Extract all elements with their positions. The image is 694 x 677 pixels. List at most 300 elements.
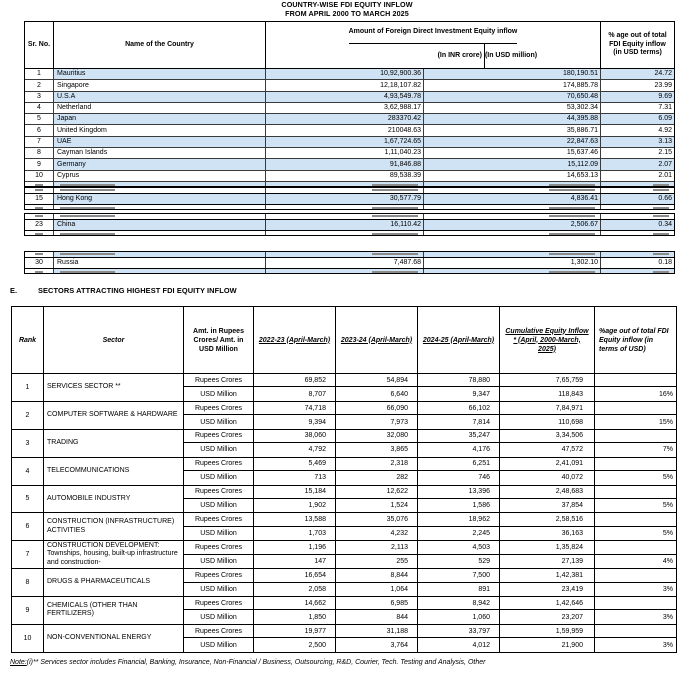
value-rupees: 74,718: [254, 402, 336, 415]
table1-row: [25, 148, 674, 159]
sector-rank: 5: [12, 486, 44, 513]
table1-cut-cell: [54, 182, 266, 186]
pct-empty: [595, 625, 676, 638]
unit-label-rupees: Rupees Crores: [184, 486, 254, 499]
table1-cell-usd: 1,302.10: [424, 258, 601, 268]
header-amount-group: [266, 22, 601, 68]
sector-name: AUTOMOBILE INDUSTRY: [44, 486, 184, 513]
table1-cell-usd: 44,395.88: [424, 114, 601, 124]
value-rupees: 18,962: [418, 513, 500, 526]
table1-fragment-strip: [24, 251, 675, 274]
value-usd: 4,792: [254, 443, 336, 456]
value-rupees: 3,34,506: [500, 430, 595, 443]
cut-text-fragment: [372, 233, 418, 235]
table1-cut-cell: [54, 252, 266, 257]
value-rupees: 31,188: [336, 625, 418, 638]
table1-cut-cell: [601, 231, 674, 235]
sector-rank: 4: [12, 458, 44, 485]
cut-text-fragment: [35, 189, 43, 191]
table1-cell-inr: 210048.63: [266, 125, 424, 135]
value-rupees: 16,654: [254, 569, 336, 582]
table1-cut-cell: [601, 252, 674, 257]
cut-text-fragment: [60, 253, 115, 255]
table1-cut-cell: [601, 214, 674, 219]
cut-text-fragment: [35, 184, 43, 186]
value-usd: 9,394: [254, 415, 336, 428]
value-rupees: 19,977: [254, 625, 336, 638]
sector-row-group: [12, 541, 676, 569]
pct-empty: [595, 513, 676, 526]
value-usd: 1,902: [254, 499, 336, 512]
value-rupees: 5,469: [254, 458, 336, 471]
table1-cell-country: Cyprus: [54, 171, 266, 181]
table1-cell-usd: 15,112.09: [424, 159, 601, 169]
value-usd: 3,764: [336, 638, 418, 651]
header-percent-share: % age out of total FDI Equity inflow (in USD terms): [608, 32, 667, 57]
cut-text-fragment: [372, 207, 418, 209]
pct-empty: [595, 458, 676, 471]
unit-label-usd: USD Million: [184, 387, 254, 400]
value-rupees: 13,396: [418, 486, 500, 499]
table1-cut-cell: [601, 205, 674, 209]
cut-text-fragment: [35, 271, 43, 273]
table1-cell-sr: 10: [25, 171, 54, 181]
value-usd: 1,064: [336, 583, 418, 596]
value-rupees: 54,894: [336, 374, 418, 387]
unit-label-usd: USD Million: [184, 610, 254, 623]
table1-row: [25, 69, 674, 80]
table1-row: [25, 137, 674, 148]
value-rupees: 8,942: [418, 597, 500, 610]
table1-cell-sr: 8: [25, 148, 54, 158]
table1-cut-cell: [266, 182, 424, 186]
sector-name: TRADING: [44, 430, 184, 457]
value-rupees: 2,113: [336, 541, 418, 554]
pct-empty: [595, 569, 676, 582]
table1-cut-row: [25, 182, 674, 186]
unit-label-usd: USD Million: [184, 415, 254, 428]
table1-cell-country: China: [54, 220, 266, 230]
table1-row: [25, 220, 674, 231]
value-rupees: 32,080: [336, 430, 418, 443]
value-rupees: 4,503: [418, 541, 500, 554]
value-usd: 9,347: [418, 387, 500, 400]
value-rupees: 38,060: [254, 430, 336, 443]
unit-label-usd: USD Million: [184, 638, 254, 651]
sector-rank: 10: [12, 625, 44, 652]
value-usd: 47,572: [500, 443, 595, 456]
unit-label-rupees: Rupees Crores: [184, 458, 254, 471]
unit-label-rupees: Rupees Crores: [184, 541, 254, 554]
table1-cell-usd: 70,650.48: [424, 92, 601, 102]
header-cumulative-inflow: Cumulative Equity Inflow * (April, 2000-March, 2025): [500, 307, 595, 373]
table1-cell-country: Japan: [54, 114, 266, 124]
country-fdi-table-header: [25, 22, 674, 69]
sector-row-group: [12, 597, 676, 625]
table1-cell-inr: 10,92,900.36: [266, 69, 424, 79]
table1-cell-inr: 30,577.79: [266, 194, 424, 204]
table1-cut-cell: [54, 188, 266, 193]
table1-cell-inr: 89,538.39: [266, 171, 424, 181]
table1-cell-sr: 3: [25, 92, 54, 102]
value-usd: 23,207: [500, 610, 595, 623]
value-rupees: 1,35,824: [500, 541, 595, 554]
table1-row: [25, 159, 674, 170]
table1-cut-cell: [424, 205, 601, 209]
table1-cell-inr: 12,18,107.82: [266, 80, 424, 90]
table1-cut-cell: [424, 231, 601, 235]
cut-text-fragment: [653, 207, 669, 209]
table1-cell-inr: 16,110.42: [266, 220, 424, 230]
table1-cell-country: Hong Kong: [54, 194, 266, 204]
country-fdi-table: [24, 21, 675, 187]
table1-cut-cell: [54, 205, 266, 209]
pct-empty: [595, 374, 676, 387]
table1-row: [25, 171, 674, 182]
value-rupees: 14,662: [254, 597, 336, 610]
table1-cut-cell: [54, 269, 266, 273]
value-usd: 1,060: [418, 610, 500, 623]
pct-value: 5%: [662, 502, 673, 510]
table1-row: [25, 258, 674, 269]
footnote-text: (i)** Services sector includes Financial, Banking, Insurance, Non-Financial / Business, Outsourcing, R&D, Courier, Tech. Testing and Analysis, Other: [26, 659, 486, 666]
table1-cut-cell: [54, 214, 266, 219]
table1-cell-pct: 0.18: [658, 259, 672, 267]
value-rupees: 1,196: [254, 541, 336, 554]
sector-row-group: [12, 458, 676, 486]
pct-value: 3%: [662, 585, 673, 593]
value-usd: 2,500: [254, 638, 336, 651]
value-usd: 1,850: [254, 610, 336, 623]
value-usd: 4,176: [418, 443, 500, 456]
unit-label-rupees: Rupees Crores: [184, 625, 254, 638]
header-amount-span: Amount of Foreign Direct Investment Equity inflow: [349, 22, 518, 44]
table1-cut-cell: [54, 231, 266, 235]
table1-cell-usd: 2,506.67: [424, 220, 601, 230]
value-rupees: 8,844: [336, 569, 418, 582]
table1-cell-country: UAE: [54, 137, 266, 147]
sector-row-group: [12, 513, 676, 541]
sector-rank: 9: [12, 597, 44, 624]
value-rupees: 7,65,759: [500, 374, 595, 387]
pct-value: 4%: [662, 557, 673, 565]
header-rank: Rank: [12, 307, 44, 373]
value-rupees: 6,251: [418, 458, 500, 471]
table1-cut-cell: [25, 214, 54, 219]
value-usd: 4,012: [418, 638, 500, 651]
table1-cut-cell: [25, 182, 54, 186]
sector-row-group: [12, 374, 676, 402]
table1-cut-cell: [266, 231, 424, 235]
table1-cut-cell: [424, 188, 601, 193]
sector-row-group: [12, 430, 676, 458]
value-rupees: 13,588: [254, 513, 336, 526]
value-rupees: 1,42,381: [500, 569, 595, 582]
sector-row-group: [12, 486, 676, 514]
unit-label-rupees: Rupees Crores: [184, 430, 254, 443]
cut-text-fragment: [549, 233, 595, 235]
pct-empty: [595, 402, 676, 415]
table1-cell-usd: 174,885.78: [424, 80, 601, 90]
table1-cell-inr: 1,67,724.65: [266, 137, 424, 147]
document-title-line2: FROM APRIL 2000 TO MARCH 2025: [285, 8, 409, 18]
cut-text-fragment: [35, 207, 43, 209]
sector-rank: 7: [12, 541, 44, 568]
value-rupees: 69,852: [254, 374, 336, 387]
table1-cut-cell: [424, 214, 601, 219]
value-rupees: 12,622: [336, 486, 418, 499]
value-usd: 1,524: [336, 499, 418, 512]
table1-cut-cell: [601, 188, 674, 193]
table1-cell-usd: 22,847.63: [424, 137, 601, 147]
table1-cut-cell: [266, 269, 424, 273]
table1-row: [25, 80, 674, 91]
header-year-2022-23: 2022-23 (April-March): [254, 307, 336, 373]
pct-value: 3%: [662, 641, 673, 649]
table1-cell-pct: 2.15: [658, 149, 672, 157]
header-country-name: Name of the Country: [54, 22, 266, 68]
table1-cell-country: United Kingdom: [54, 125, 266, 135]
value-usd: 8,707: [254, 387, 336, 400]
pct-value: 16%: [658, 390, 673, 398]
value-usd: 1,703: [254, 527, 336, 540]
table1-cell-usd: 15,637.46: [424, 148, 601, 158]
table1-cut-row: [25, 231, 674, 235]
header-inr-crore: (In INR crore): [327, 44, 485, 68]
sector-name: CONSTRUCTION DEVELOPMENT: Townships, housing, built-up infrastructure and construction-: [44, 541, 184, 568]
header-usd-million: (In USD million): [484, 51, 538, 59]
value-usd: 6,640: [336, 387, 418, 400]
sector-row-group: [12, 625, 676, 652]
table1-cell-pct: 0.34: [601, 220, 674, 230]
header-amount-units: [327, 44, 539, 68]
header-percent-of-total: %age out of total FDI Equity inflow (in terms of USD): [599, 327, 669, 353]
pct-empty: [595, 486, 676, 499]
cut-text-fragment: [372, 184, 418, 186]
table1-cell-sr: 4: [25, 103, 54, 113]
sector-name: SERVICES SECTOR **: [44, 374, 184, 401]
table1-cut-row: [25, 269, 674, 273]
cut-text-fragment: [35, 253, 43, 255]
table1-cell-pct: 0.66: [601, 194, 674, 204]
cut-text-fragment: [60, 207, 115, 209]
value-usd: 40,072: [500, 471, 595, 484]
unit-label-rupees: Rupees Crores: [184, 513, 254, 526]
cut-text-fragment: [653, 233, 669, 235]
unit-label-usd: USD Million: [184, 471, 254, 484]
cut-text-fragment: [372, 215, 418, 217]
header-sector: Sector: [44, 307, 184, 373]
cut-text-fragment: [549, 189, 595, 191]
value-usd: 746: [418, 471, 500, 484]
sector-rank: 1: [12, 374, 44, 401]
cut-text-fragment: [60, 189, 115, 191]
cut-text-fragment: [549, 207, 595, 209]
table1-cut-cell: [266, 214, 424, 219]
cut-text-fragment: [60, 215, 115, 217]
value-usd: 713: [254, 471, 336, 484]
unit-label-usd: USD Million: [184, 527, 254, 540]
sector-name: CHEMICALS (OTHER THAN FERTILIZERS): [44, 597, 184, 624]
value-rupees: 7,84,971: [500, 402, 595, 415]
unit-label-rupees: Rupees Crores: [184, 569, 254, 582]
table1-cell-sr: 9: [25, 159, 54, 169]
table1-cut-cell: [424, 252, 601, 257]
table1-cell-pct: 6.09: [601, 114, 674, 124]
value-rupees: 78,880: [418, 374, 500, 387]
header-amount-unit: Amt. in Rupees Crores/ Amt. in USD Million: [184, 307, 254, 373]
cut-text-fragment: [653, 271, 669, 273]
value-rupees: 35,247: [418, 430, 500, 443]
value-usd: 7,973: [336, 415, 418, 428]
table1-cell-sr: 6: [25, 125, 54, 135]
unit-label-rupees: Rupees Crores: [184, 374, 254, 387]
sector-fdi-table-body: [12, 374, 676, 652]
table1-cell-pct: 4.92: [658, 126, 672, 134]
value-usd: 23,419: [500, 583, 595, 596]
table1-cell-usd: 53,302.34: [424, 103, 601, 113]
cut-text-fragment: [60, 271, 115, 273]
sector-row-group: [12, 569, 676, 597]
sector-rank: 6: [12, 513, 44, 540]
section-label: E.: [10, 286, 18, 295]
section-title: SECTORS ATTRACTING HIGHEST FDI EQUITY INFLOW: [38, 286, 237, 295]
value-usd: 844: [336, 610, 418, 623]
value-rupees: 33,797: [418, 625, 500, 638]
table1-cell-sr: 7: [25, 137, 54, 147]
value-usd: 118,843: [500, 387, 595, 400]
pct-value: 7%: [662, 446, 673, 454]
table1-cut-cell: [266, 205, 424, 209]
table1-cell-sr: 30: [25, 258, 54, 268]
pct-value: 5%: [662, 474, 673, 482]
sector-name: CONSTRUCTION (INFRASTRUCTURE) ACTIVITIES: [44, 513, 184, 540]
table1-cell-pct: 23.99: [654, 81, 672, 89]
cut-text-fragment: [653, 253, 669, 255]
table1-cell-country: Germany: [54, 159, 266, 169]
table1-cut-cell: [601, 269, 674, 273]
value-usd: 282: [336, 471, 418, 484]
header-year-2023-24: 2023-24 (April-March): [336, 307, 418, 373]
pct-value: 3%: [662, 613, 673, 621]
value-usd: 21,900: [500, 638, 595, 651]
sector-rank: 3: [12, 430, 44, 457]
value-usd: 36,163: [500, 527, 595, 540]
table1-cell-sr: 15: [25, 194, 54, 204]
table1-row: [25, 194, 674, 205]
unit-label-rupees: Rupees Crores: [184, 597, 254, 610]
table1-cut-row: [25, 205, 674, 209]
unit-label-usd: USD Million: [184, 499, 254, 512]
value-usd: 27,139: [500, 555, 595, 568]
value-rupees: 6,985: [336, 597, 418, 610]
value-rupees: 7,500: [418, 569, 500, 582]
table1-cut-cell: [25, 252, 54, 257]
footnote-label: Note:: [10, 659, 27, 666]
value-usd: 1,586: [418, 499, 500, 512]
table1-cell-inr: 283370.42: [266, 114, 424, 124]
value-rupees: 2,41,091: [500, 458, 595, 471]
table1-cut-cell: [25, 231, 54, 235]
pct-empty: [595, 597, 676, 610]
sector-rank: 8: [12, 569, 44, 596]
table1-cell-inr: 3,62,988.17: [266, 103, 424, 113]
table1-cell-country: Cayman Islands: [54, 148, 266, 158]
value-rupees: 2,58,516: [500, 513, 595, 526]
table1-cell-sr: 2: [25, 80, 54, 90]
table1-cell-country: U.S.A: [54, 92, 266, 102]
value-rupees: 15,184: [254, 486, 336, 499]
table1-cut-cell: [25, 269, 54, 273]
country-fdi-table-body: [25, 69, 674, 186]
sector-name: DRUGS & PHARMACEUTICALS: [44, 569, 184, 596]
table1-cell-inr: 7,487.68: [266, 258, 424, 268]
table1-cell-pct: 7.31: [658, 104, 672, 112]
cut-text-fragment: [549, 253, 595, 255]
table1-cell-country: Netherland: [54, 103, 266, 113]
cut-text-fragment: [653, 189, 669, 191]
value-usd: 147: [254, 555, 336, 568]
table1-cell-pct: 2.01: [658, 171, 672, 179]
value-usd: 2,245: [418, 527, 500, 540]
table1-cell-pct: 24.72: [601, 69, 674, 79]
cut-text-fragment: [372, 253, 418, 255]
table1-cut-cell: [25, 188, 54, 193]
sector-row-group: [12, 402, 676, 430]
table1-cut-cell: [424, 182, 601, 186]
table1-cell-inr: 4,93,549.78: [266, 92, 424, 102]
table1-cell-inr: 91,846.88: [266, 159, 424, 169]
unit-label-rupees: Rupees Crores: [184, 402, 254, 415]
document-title: [0, 1, 694, 18]
cut-text-fragment: [35, 233, 43, 235]
value-rupees: 1,42,646: [500, 597, 595, 610]
unit-label-usd: USD Million: [184, 555, 254, 568]
table1-cell-sr: 5: [25, 114, 54, 124]
value-rupees: 2,318: [336, 458, 418, 471]
value-rupees: 2,48,683: [500, 486, 595, 499]
value-usd: 255: [336, 555, 418, 568]
cut-text-fragment: [549, 184, 595, 186]
pct-value: 15%: [658, 418, 673, 426]
table1-cell-inr: 1,11,040.23: [266, 148, 424, 158]
table1-cell-sr: 1: [25, 69, 54, 79]
cut-text-fragment: [60, 233, 115, 235]
sector-name: TELECOMMUNICATIONS: [44, 458, 184, 485]
cut-text-fragment: [549, 215, 595, 217]
table1-cell-sr: 23: [25, 220, 54, 230]
value-rupees: 1,59,959: [500, 625, 595, 638]
table1-fragment-strip: [24, 187, 675, 210]
value-usd: 37,854: [500, 499, 595, 512]
pct-value: 5%: [662, 530, 673, 538]
table1-cell-pct: 9.69: [601, 92, 674, 102]
value-usd: 891: [418, 583, 500, 596]
cut-text-fragment: [372, 189, 418, 191]
pct-empty: [595, 541, 676, 554]
value-rupees: 66,102: [418, 402, 500, 415]
value-usd: 3,865: [336, 443, 418, 456]
value-usd: 110,698: [500, 415, 595, 428]
table1-cell-usd: 35,886.71: [424, 125, 601, 135]
sector-fdi-table: [11, 306, 677, 653]
footnote: [10, 659, 485, 666]
sector-rank: 2: [12, 402, 44, 429]
table1-cut-cell: [266, 188, 424, 193]
cut-text-fragment: [653, 215, 669, 217]
cut-text-fragment: [372, 271, 418, 273]
section-heading: [10, 286, 237, 295]
